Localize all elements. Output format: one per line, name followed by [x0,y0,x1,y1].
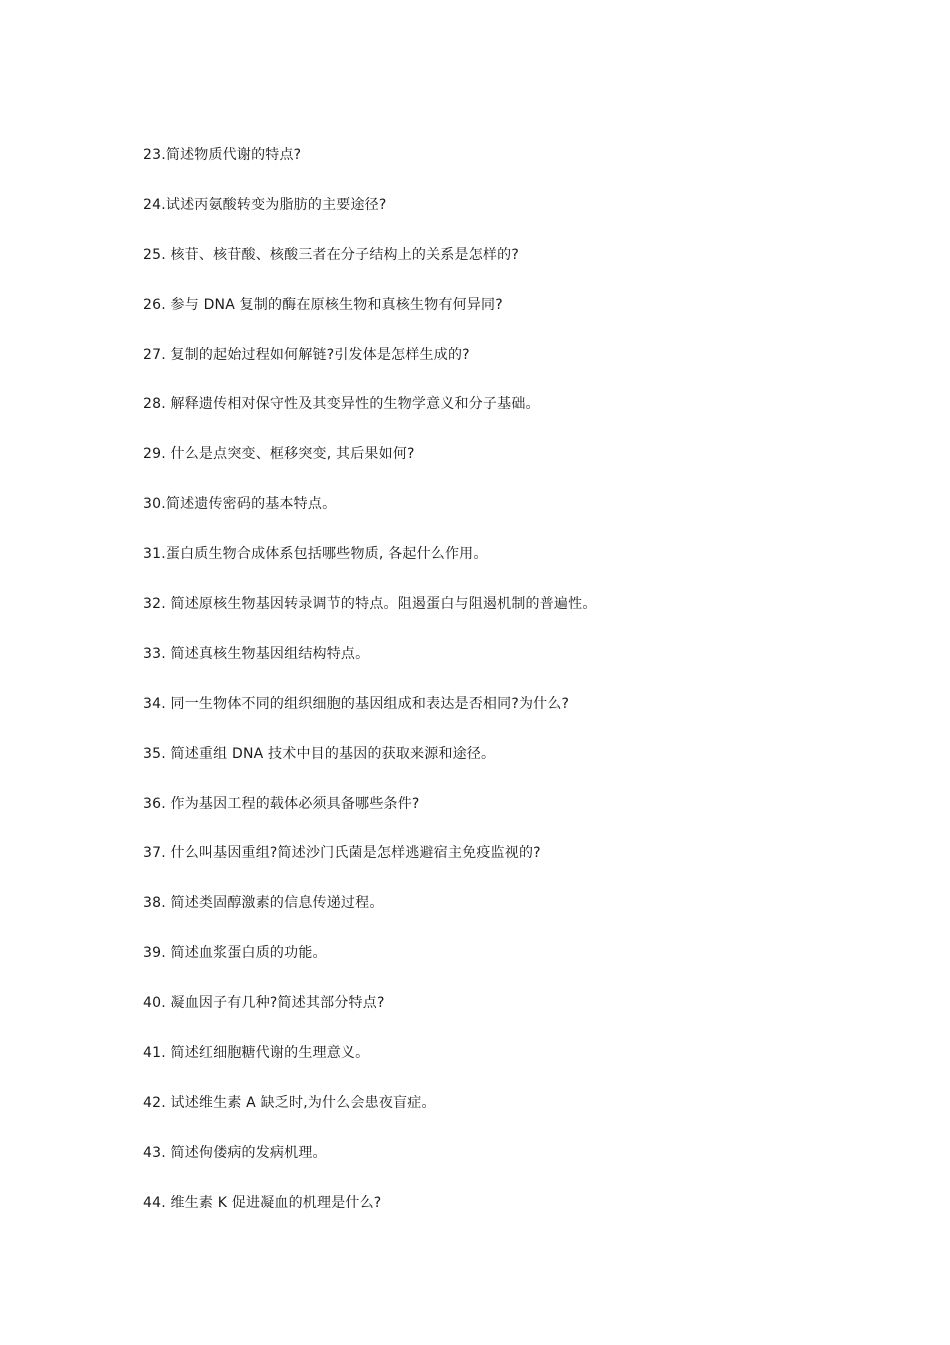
question-29: 29. 什么是点突变、框移突变, 其后果如何? [143,446,415,463]
question-34: 34. 同一生物体不同的组织细胞的基因组成和表达是否相同?为什么? [143,695,570,712]
question-26: 26. 参与 DNA 复制的酶在原核生物和真核生物有何异同? [143,296,503,313]
question-37: 37. 什么叫基因重组?简述沙门氏菌是怎样逃避宿主免疫监视的? [143,845,541,862]
question-24: 24.试述丙氨酸转变为脂肪的主要途径? [143,196,387,213]
question-33: 33. 简述真核生物基因组结构特点。 [143,645,370,662]
question-36: 36. 作为基因工程的载体必须具备哪些条件? [143,795,420,812]
question-23: 23.简述物质代谢的特点? [143,147,302,163]
question-40: 40. 凝血因子有几种?简述其部分特点? [143,995,385,1012]
question-35: 35. 简述重组 DNA 技术中目的基因的获取来源和途径。 [143,745,496,762]
question-28: 28. 解释遗传相对保守性及其变异性的生物学意义和分子基础。 [143,396,540,413]
question-list [143,145,863,1243]
question-42: 42. 试述维生素 A 缺乏时,为什么会患夜盲症。 [143,1094,436,1111]
question-44: 44. 维生素 K 促进凝血的机理是什么? [143,1194,382,1211]
question-32: 32. 简述原核生物基因转录调节的特点。阻遏蛋白与阻遏机制的普遍性。 [143,596,597,613]
question-39: 39. 简述血浆蛋白质的功能。 [143,945,327,962]
question-43: 43. 简述佝偻病的发病机理。 [143,1144,327,1161]
question-38: 38. 简述类固醇激素的信息传递过程。 [143,895,384,912]
question-30: 30.简述遗传密码的基本特点。 [143,496,337,513]
question-31: 31.蛋白质生物合成体系包括哪些物质, 各起什么作用。 [143,546,488,563]
question-27: 27. 复制的起始过程如何解链?引发体是怎样生成的? [143,346,470,363]
question-41: 41. 简述红细胞糖代谢的生理意义。 [143,1045,370,1062]
question-25: 25. 核苷、核苷酸、核酸三者在分子结构上的关系是怎样的? [143,246,519,263]
